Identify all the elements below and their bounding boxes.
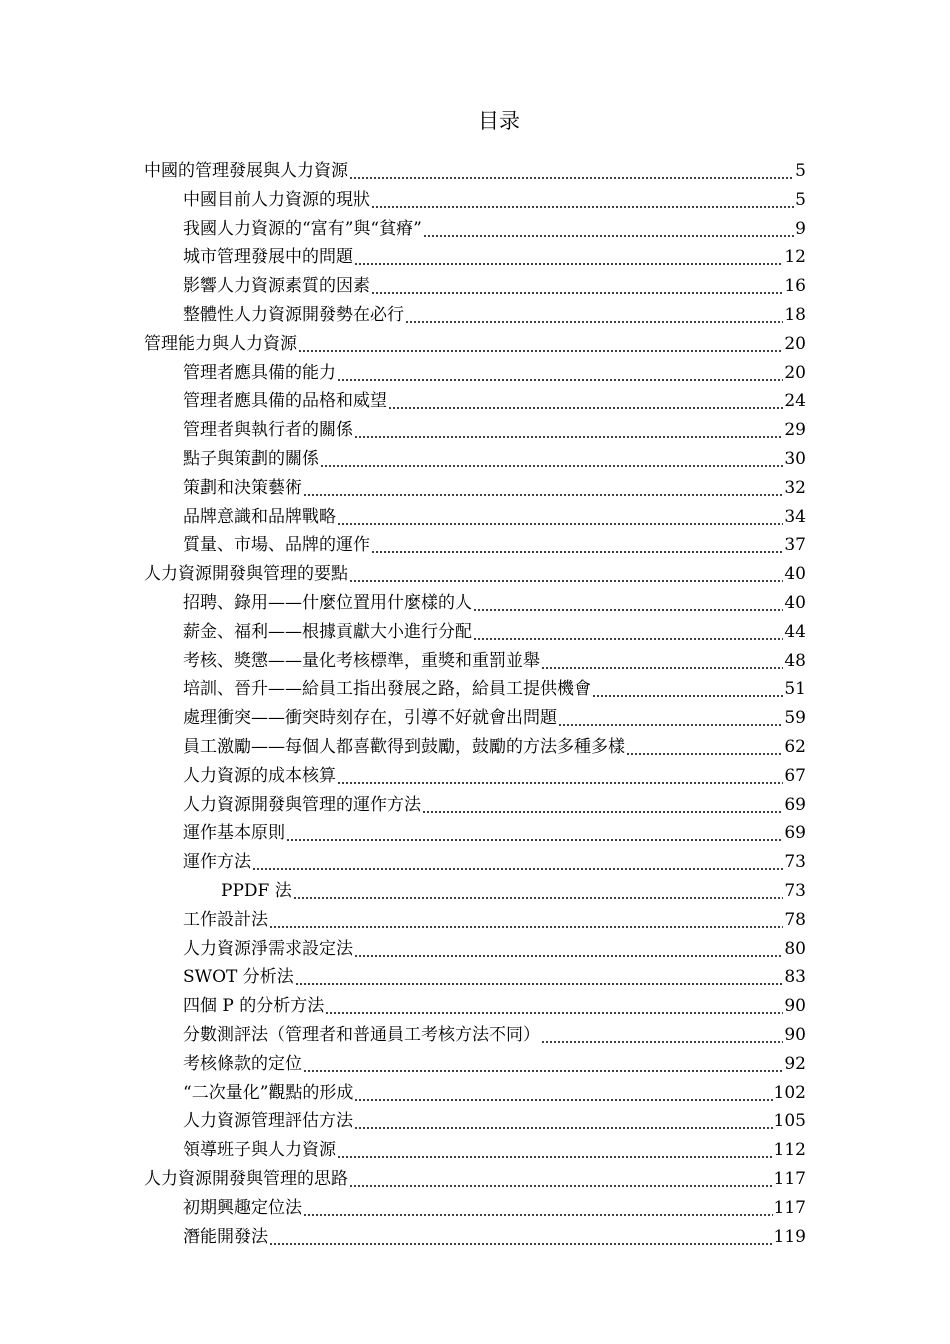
toc-entry-title: 整體性人力資源開發勢在必行 bbox=[183, 305, 404, 325]
toc-entry[interactable] bbox=[183, 761, 806, 789]
toc-entry[interactable] bbox=[183, 646, 806, 674]
dot-leader bbox=[405, 321, 783, 323]
toc-entry[interactable] bbox=[183, 818, 806, 846]
toc-entry-page-number: 117 bbox=[773, 1169, 806, 1189]
toc-entry-title: 運作方法 bbox=[183, 852, 251, 873]
dot-leader bbox=[349, 1185, 773, 1187]
dot-leader bbox=[354, 263, 783, 265]
toc-entry-title: 潛能開發法 bbox=[183, 1226, 268, 1247]
toc-entry-page-number: 20 bbox=[784, 333, 806, 354]
toc-entry[interactable] bbox=[183, 962, 806, 990]
toc-entry-title: 質量、市場、品牌的運作 bbox=[183, 535, 370, 556]
dot-leader bbox=[354, 1099, 772, 1101]
toc-entry-title: 培訓、晉升——給員工指出發展之路，給員工提供機會 bbox=[183, 679, 591, 700]
toc-entry[interactable] bbox=[183, 185, 806, 213]
toc-entry-page-number: 80 bbox=[784, 938, 806, 959]
dot-leader bbox=[286, 839, 783, 841]
toc-entry[interactable] bbox=[183, 358, 806, 386]
toc-entry[interactable] bbox=[183, 214, 806, 242]
toc-entry-page-number: 83 bbox=[784, 967, 806, 988]
toc-entry[interactable] bbox=[144, 329, 806, 357]
toc-entry-title: “二次量化”觀點的形成 bbox=[183, 1082, 354, 1103]
toc-entry[interactable] bbox=[183, 444, 806, 472]
dot-leader bbox=[371, 206, 794, 208]
toc-entry[interactable] bbox=[183, 1222, 806, 1250]
toc-entry-page-number: 73 bbox=[784, 881, 806, 901]
toc-entry-title: 領導班子與人力資源 bbox=[183, 1140, 336, 1161]
toc-entry-title: 人力資源開發與管理的思路 bbox=[144, 1169, 348, 1189]
toc-entry[interactable] bbox=[183, 415, 806, 443]
toc-entry-page-number: 117 bbox=[773, 1197, 806, 1218]
toc-entry-page-number: 48 bbox=[784, 650, 806, 671]
toc-entry-title: 中國的管理發展與人力資源 bbox=[144, 161, 348, 181]
dot-leader bbox=[354, 436, 783, 438]
toc-entry-page-number: 32 bbox=[784, 477, 806, 498]
toc-title: 目录 bbox=[478, 109, 520, 133]
toc-entry-page-number: 5 bbox=[795, 189, 806, 210]
dot-leader bbox=[422, 811, 783, 813]
toc-entry-title: 管理者應具備的品格和威望 bbox=[183, 391, 387, 412]
dot-leader bbox=[541, 1041, 783, 1043]
toc-entry[interactable] bbox=[183, 1193, 806, 1221]
dot-leader bbox=[337, 782, 783, 784]
dot-leader bbox=[295, 983, 784, 985]
toc-entry-page-number: 20 bbox=[784, 362, 806, 383]
toc-entry-page-number: 119 bbox=[773, 1226, 806, 1247]
toc-entry[interactable] bbox=[183, 847, 806, 875]
toc-entry[interactable] bbox=[183, 617, 806, 645]
dot-leader bbox=[337, 523, 783, 525]
toc-entry-page-number: 67 bbox=[784, 765, 806, 786]
toc-entry-title: 初期興趣定位法 bbox=[183, 1197, 302, 1218]
toc-entry-title: 處理衝突——衝突時刻存在，引導不好就會出問題 bbox=[183, 708, 557, 729]
toc-entry-title: 城市管理發展中的問題 bbox=[183, 247, 353, 268]
toc-entry-title: SWOT 分析法 bbox=[183, 967, 294, 988]
toc-entry-title: 人力資源的成本核算 bbox=[183, 765, 336, 786]
toc-entry-page-number: 40 bbox=[784, 593, 806, 613]
toc-entry-title: 中國目前人力資源的現狀 bbox=[183, 189, 370, 210]
dot-leader bbox=[269, 926, 783, 928]
toc-entry-page-number: 12 bbox=[784, 247, 806, 268]
toc-entry-page-number: 59 bbox=[784, 708, 806, 729]
toc-entry-page-number: 92 bbox=[784, 1053, 806, 1074]
toc-entry-title: 管理者應具備的能力 bbox=[183, 362, 336, 383]
dot-leader bbox=[371, 551, 783, 553]
toc-entry-page-number: 29 bbox=[784, 420, 806, 441]
toc-entry-page-number: 90 bbox=[784, 996, 806, 1017]
toc-entry-page-number: 73 bbox=[784, 852, 806, 873]
toc-entry-title: 品牌意識和品牌戰略 bbox=[183, 506, 336, 527]
dot-leader bbox=[269, 1243, 773, 1245]
toc-entry-title: 管理者與執行者的關係 bbox=[183, 420, 353, 441]
toc-entry[interactable] bbox=[183, 732, 806, 760]
dot-leader bbox=[349, 580, 783, 582]
dot-leader bbox=[337, 1156, 773, 1158]
toc-entry-title: 人力資源淨需求設定法 bbox=[183, 938, 353, 959]
toc-entry[interactable] bbox=[183, 300, 806, 328]
toc-entry-page-number: 9 bbox=[795, 218, 806, 239]
toc-entry-title: 我國人力資源的“富有”與“貧瘠” bbox=[183, 218, 422, 239]
dot-leader bbox=[473, 609, 783, 611]
toc-entry-page-number: 34 bbox=[784, 506, 806, 527]
toc-entry[interactable] bbox=[183, 905, 806, 933]
toc-entry-page-number: 69 bbox=[784, 823, 806, 844]
toc-entry-title: 招聘、錄用——什麼位置用什麼樣的人 bbox=[183, 593, 472, 613]
toc-entry[interactable] bbox=[183, 1020, 806, 1048]
toc-entry[interactable] bbox=[144, 1164, 806, 1192]
toc-entry-page-number: 5 bbox=[795, 161, 806, 181]
dot-leader bbox=[298, 350, 783, 352]
toc-entry-title: 員工激勵——每個人都喜歡得到鼓勵，鼓勵的方法多種多樣 bbox=[183, 737, 625, 757]
toc-entry-title: 運作基本原則 bbox=[183, 823, 285, 844]
toc-entry[interactable] bbox=[183, 386, 806, 414]
toc-entry-title: 影響人力資源素質的因素 bbox=[183, 276, 370, 297]
toc-entry[interactable] bbox=[183, 242, 806, 270]
toc-entry-page-number: 90 bbox=[784, 1025, 806, 1045]
toc-entry-title: 考核條款的定位 bbox=[183, 1053, 302, 1074]
toc-entry[interactable] bbox=[183, 674, 806, 702]
toc-entry-title: 人力資源開發與管理的運作方法 bbox=[183, 794, 421, 815]
toc-entry-title: 點子與策劃的關係 bbox=[183, 449, 319, 469]
toc-entry[interactable] bbox=[183, 703, 806, 731]
toc-entry[interactable] bbox=[183, 588, 806, 616]
dot-leader bbox=[592, 695, 783, 697]
toc-entry-page-number: 18 bbox=[784, 305, 806, 325]
toc-entry-page-number: 40 bbox=[784, 564, 806, 585]
toc-entry-page-number: 102 bbox=[773, 1082, 806, 1103]
dot-leader bbox=[354, 955, 783, 957]
dot-leader bbox=[303, 1070, 783, 1072]
dot-leader bbox=[325, 1012, 783, 1014]
toc-entry-title: 分數測評法（管理者和普通員工考核方法不同） bbox=[183, 1025, 540, 1045]
toc-entry-page-number: 44 bbox=[784, 621, 806, 642]
toc-entry-title: 四個 P 的分析方法 bbox=[183, 996, 325, 1017]
dot-leader bbox=[541, 667, 783, 669]
dot-leader bbox=[320, 465, 783, 467]
toc-entry-title: 薪金、福利——根據貢獻大小進行分配 bbox=[183, 621, 472, 642]
toc-entry-page-number: 112 bbox=[773, 1140, 806, 1161]
toc-entry-page-number: 62 bbox=[784, 737, 806, 757]
toc-entry[interactable] bbox=[144, 559, 806, 587]
toc-entry-page-number: 16 bbox=[784, 276, 806, 297]
toc-entry-page-number: 37 bbox=[784, 535, 806, 556]
toc-entry-page-number: 24 bbox=[784, 391, 806, 412]
toc-entry[interactable] bbox=[183, 1049, 806, 1077]
toc-entry[interactable] bbox=[183, 1135, 806, 1163]
toc-entry-title: 策劃和決策藝術 bbox=[183, 477, 302, 498]
dot-leader bbox=[293, 897, 784, 899]
toc-entry[interactable] bbox=[183, 991, 806, 1019]
dot-leader bbox=[473, 638, 783, 640]
toc-entry[interactable] bbox=[183, 1078, 806, 1106]
toc-entry-page-number: 30 bbox=[784, 449, 806, 469]
dot-leader bbox=[388, 407, 783, 409]
toc-entry-title: 管理能力與人力資源 bbox=[144, 333, 297, 354]
toc-entry-title: 工作設計法 bbox=[183, 909, 268, 930]
toc-entry[interactable] bbox=[183, 473, 806, 501]
dot-leader bbox=[303, 494, 783, 496]
toc-entry-title: 人力資源管理評估方法 bbox=[183, 1111, 353, 1132]
dot-leader bbox=[626, 753, 783, 755]
toc-entry[interactable] bbox=[183, 530, 806, 558]
toc-entry-page-number: 69 bbox=[784, 794, 806, 815]
toc-entry-title: 考核、獎懲——量化考核標準，重獎和重罰並舉 bbox=[183, 650, 540, 671]
toc-entry[interactable] bbox=[183, 502, 806, 530]
toc-entry-title: 人力資源開發與管理的要點 bbox=[144, 564, 348, 585]
dot-leader bbox=[252, 868, 783, 870]
dot-leader bbox=[303, 1214, 773, 1216]
dot-leader bbox=[371, 292, 783, 294]
toc-entry-title: PPDF 法 bbox=[221, 881, 292, 901]
dot-leader bbox=[337, 379, 783, 381]
dot-leader bbox=[354, 1127, 773, 1129]
toc-entry-page-number: 78 bbox=[784, 909, 806, 930]
toc-entry[interactable] bbox=[183, 934, 806, 962]
toc-entry[interactable] bbox=[221, 876, 806, 904]
dot-leader bbox=[558, 724, 783, 726]
toc-entry[interactable] bbox=[144, 156, 806, 184]
toc-entry-page-number: 51 bbox=[784, 679, 806, 700]
toc-entry-page-number: 105 bbox=[773, 1111, 806, 1132]
dot-leader bbox=[423, 235, 794, 237]
toc-entry[interactable] bbox=[183, 1106, 806, 1134]
toc-entry[interactable] bbox=[183, 790, 806, 818]
dot-leader bbox=[349, 177, 794, 179]
toc-entry[interactable] bbox=[183, 271, 806, 299]
